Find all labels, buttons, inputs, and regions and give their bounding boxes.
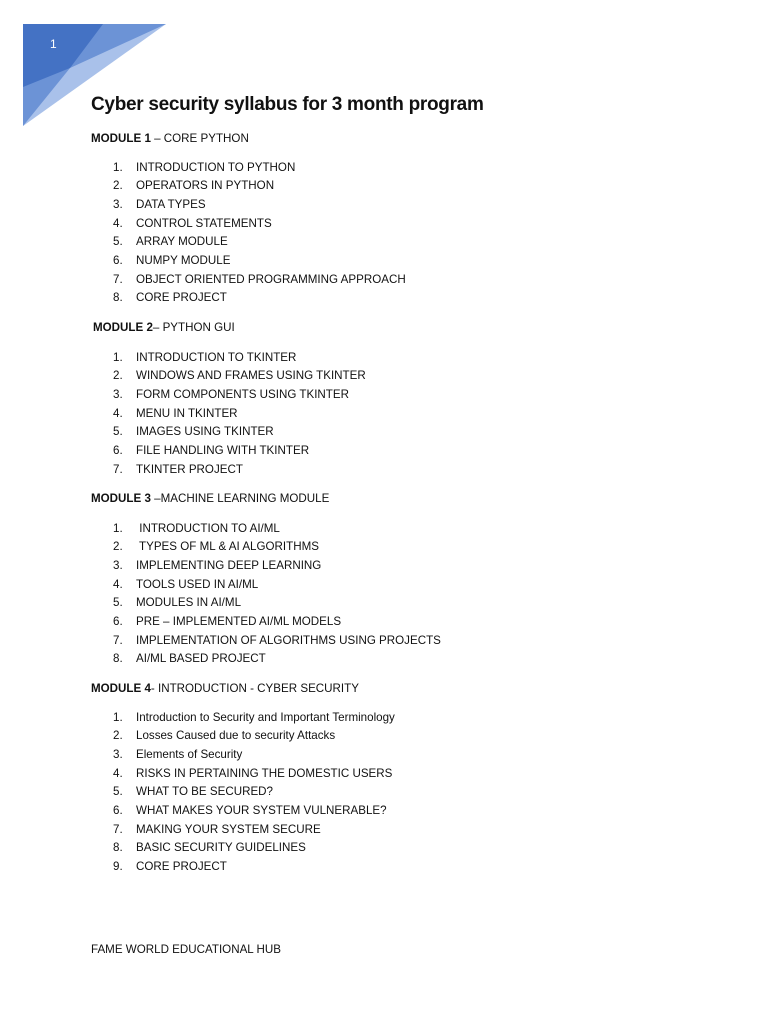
list-item-text: MENU IN TKINTER — [136, 406, 238, 420]
list-item — [113, 367, 366, 386]
list-item — [113, 632, 441, 651]
list-item-text: Elements of Security — [136, 747, 243, 761]
list-item — [113, 594, 441, 613]
list-item — [113, 349, 366, 368]
list-item — [113, 783, 395, 802]
module-heading — [91, 490, 329, 508]
list-number: 7. — [113, 272, 123, 286]
list-item — [113, 271, 406, 290]
module-topic-list — [113, 349, 366, 480]
list-number: 8. — [113, 841, 123, 855]
list-number: 2. — [113, 540, 123, 554]
list-item-text: FORM COMPONENTS USING TKINTER — [136, 387, 349, 401]
list-item — [113, 386, 366, 405]
list-item-text: NUMPY MODULE — [136, 253, 231, 267]
list-number: 3. — [113, 558, 123, 572]
list-item — [113, 821, 395, 840]
list-item — [113, 802, 395, 821]
list-number: 1. — [113, 160, 123, 174]
list-item — [113, 159, 406, 178]
list-item — [113, 858, 395, 877]
list-item — [113, 839, 395, 858]
list-item-text: INTRODUCTION TO PYTHON — [136, 160, 296, 174]
page-title: Cyber security syllabus for 3 month program — [91, 94, 484, 115]
list-item — [113, 289, 406, 308]
list-number: 6. — [113, 253, 123, 267]
footer-text: FAME WORLD EDUCATIONAL HUB — [91, 943, 282, 956]
list-item-text: WHAT MAKES YOUR SYSTEM VULNERABLE? — [136, 803, 387, 817]
list-item — [113, 709, 395, 728]
list-item-text: OPERATORS IN PYTHON — [136, 179, 275, 193]
list-item-text: TKINTER PROJECT — [136, 462, 243, 476]
list-item-text: IMAGES USING TKINTER — [136, 425, 274, 439]
list-item — [113, 405, 366, 424]
list-number: 5. — [113, 596, 123, 610]
list-item-text: CONTROL STATEMENTS — [136, 216, 272, 230]
list-number: 4. — [113, 577, 123, 591]
list-number: 7. — [113, 462, 123, 476]
list-number: 5. — [113, 425, 123, 439]
list-item-text: INTRODUCTION TO AI/ML — [136, 521, 280, 535]
list-item-text: IMPLEMENTING DEEP LEARNING — [136, 558, 322, 572]
list-item — [113, 538, 441, 557]
list-item-text: WHAT TO BE SECURED? — [136, 785, 274, 799]
list-number: 9. — [113, 860, 123, 873]
page-number: 1 — [50, 37, 57, 51]
list-item-text: DATA TYPES — [136, 197, 206, 211]
list-item — [113, 746, 395, 765]
list-number: 2. — [113, 729, 123, 743]
list-item — [113, 727, 395, 746]
module-label: MODULE 4 — [91, 682, 151, 695]
list-item-text: Losses Caused due to security Attacks — [136, 729, 336, 743]
list-number: 1. — [113, 710, 123, 724]
list-item — [113, 252, 406, 271]
list-item — [113, 650, 441, 669]
list-number: 1. — [113, 521, 123, 535]
list-number: 4. — [113, 216, 123, 230]
list-item-text: AI/ML BASED PROJECT — [136, 652, 266, 666]
list-item-text: BASIC SECURITY GUIDELINES — [136, 841, 306, 855]
list-item-text: MODULES IN AI/ML — [136, 596, 242, 610]
list-item-text: CORE PROJECT — [136, 291, 227, 305]
list-item-text: TYPES OF ML & AI ALGORITHMS — [136, 540, 319, 554]
list-item — [113, 461, 366, 480]
list-item-text: OBJECT ORIENTED PROGRAMMING APPROACH — [136, 272, 406, 286]
list-number: 4. — [113, 766, 123, 780]
list-number: 3. — [113, 197, 123, 211]
list-item-text: RISKS IN PERTAINING THE DOMESTIC USERS — [136, 766, 393, 780]
list-item — [113, 233, 406, 252]
list-number: 5. — [113, 785, 123, 799]
list-number: 8. — [113, 652, 123, 666]
list-item — [113, 520, 441, 539]
module-label: MODULE 2 — [93, 321, 153, 334]
module-heading — [93, 319, 235, 337]
module-heading — [91, 680, 359, 698]
module-label: MODULE 3 — [91, 492, 151, 505]
list-number: 4. — [113, 406, 123, 420]
list-item-text: PRE – IMPLEMENTED AI/ML MODELS — [136, 614, 342, 628]
module-topic-list — [113, 159, 406, 309]
list-item-text: INTRODUCTION TO TKINTER — [136, 350, 297, 364]
module-title: – PYTHON GUI — [152, 321, 235, 334]
module-heading — [91, 130, 249, 148]
list-number: 6. — [113, 803, 123, 817]
module-title: –MACHINE LEARNING MODULE — [150, 492, 330, 505]
list-item-text: ARRAY MODULE — [136, 235, 228, 249]
module-title: – CORE PYTHON — [150, 132, 249, 145]
list-item-text: IMPLEMENTATION OF ALGORITHMS USING PROJECTS — [136, 633, 441, 647]
list-item — [113, 215, 406, 234]
list-number: 7. — [113, 633, 123, 647]
list-item — [113, 765, 395, 784]
list-item-text: TOOLS USED IN AI/ML — [136, 577, 259, 591]
list-number: 6. — [113, 443, 123, 457]
module-topic-list — [113, 709, 395, 877]
list-item-text: Introduction to Security and Important Terminology — [136, 710, 395, 724]
list-number: 3. — [113, 387, 123, 401]
list-item-text: CORE PROJECT — [136, 860, 227, 873]
list-number: 7. — [113, 822, 123, 836]
list-number: 3. — [113, 747, 123, 761]
list-number: 8. — [113, 291, 123, 305]
list-item-text: WINDOWS AND FRAMES USING TKINTER — [136, 369, 366, 383]
list-number: 2. — [113, 369, 123, 383]
module-title: - INTRODUCTION - CYBER SECURITY — [150, 682, 359, 695]
list-number: 5. — [113, 235, 123, 249]
module-topic-list — [113, 520, 441, 670]
list-number: 6. — [113, 614, 123, 628]
list-item-text: MAKING YOUR SYSTEM SECURE — [136, 822, 321, 836]
list-item-text: FILE HANDLING WITH TKINTER — [136, 443, 310, 457]
module-label: MODULE 1 — [91, 132, 151, 145]
list-number: 2. — [113, 179, 123, 193]
list-item — [113, 557, 441, 576]
list-item — [113, 613, 441, 632]
list-item — [113, 196, 406, 215]
list-item — [113, 177, 406, 196]
list-item — [113, 423, 366, 442]
list-item — [113, 442, 366, 461]
list-number: 1. — [113, 350, 123, 364]
list-item — [113, 576, 441, 595]
